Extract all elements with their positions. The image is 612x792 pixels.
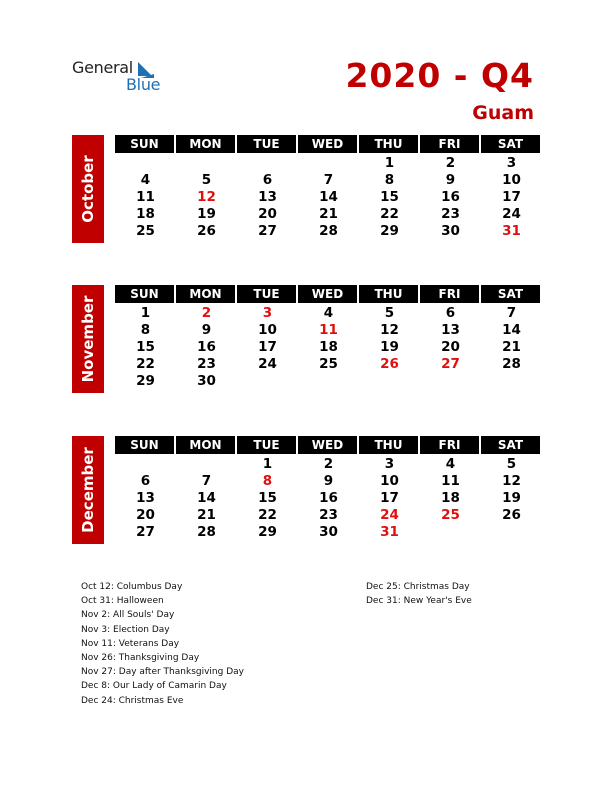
weekday-label: TUE xyxy=(237,436,296,454)
holiday-date-cell: 27 xyxy=(441,356,460,372)
date-cell xyxy=(481,524,542,541)
holiday-entry: Nov 2: All Souls' Day xyxy=(81,610,175,621)
holiday-date-cell: 31 xyxy=(380,524,399,540)
month-name-band xyxy=(72,135,104,243)
week-row xyxy=(115,507,542,524)
date-cell: 2 xyxy=(445,155,456,171)
date-cell xyxy=(176,456,237,473)
date-cell: 28 xyxy=(319,223,338,239)
weekday-label: FRI xyxy=(420,135,479,153)
holiday-date-cell: 25 xyxy=(441,507,460,523)
date-cell: 7 xyxy=(323,172,334,188)
date-cell: 30 xyxy=(197,373,216,389)
date-cell xyxy=(237,373,298,390)
date-cell: 1 xyxy=(384,155,395,171)
week-row xyxy=(115,155,542,172)
weekday-label: WED xyxy=(298,285,357,303)
date-cell: 13 xyxy=(258,189,277,205)
date-cell: 21 xyxy=(319,206,338,222)
weekday-label: FRI xyxy=(420,436,479,454)
date-cell: 30 xyxy=(319,524,338,540)
date-cell: 14 xyxy=(197,490,216,506)
page-title: 2020 - Q4 xyxy=(345,56,534,95)
weekday-label: SUN xyxy=(115,436,174,454)
date-cell: 27 xyxy=(258,223,277,239)
date-cell: 17 xyxy=(258,339,277,355)
weekday-label: SAT xyxy=(481,135,540,153)
date-cell: 13 xyxy=(136,490,155,506)
holiday-date-cell: 12 xyxy=(197,189,216,205)
date-cell: 12 xyxy=(380,322,399,338)
date-cell: 23 xyxy=(319,507,338,523)
date-cell: 1 xyxy=(140,305,151,321)
month-block-december xyxy=(72,436,540,541)
month-name-band xyxy=(72,285,104,393)
holiday-date-cell: 3 xyxy=(262,305,273,321)
weekday-label: SUN xyxy=(115,285,174,303)
weekday-label: MON xyxy=(176,135,235,153)
weekday-label: MON xyxy=(176,436,235,454)
month-block-october xyxy=(72,135,540,240)
holiday-date-cell: 11 xyxy=(319,322,338,338)
weekday-header xyxy=(115,436,542,454)
holiday-entry: Nov 27: Day after Thanksgiving Day xyxy=(81,667,244,678)
month-name: October xyxy=(79,155,97,223)
date-cell: 18 xyxy=(136,206,155,222)
date-cell: 22 xyxy=(380,206,399,222)
holiday-list-right xyxy=(366,580,472,608)
week-row xyxy=(115,206,542,223)
date-cell: 16 xyxy=(441,189,460,205)
holiday-entry: Nov 3: Election Day xyxy=(81,624,170,635)
weekday-label: TUE xyxy=(237,135,296,153)
date-cell: 15 xyxy=(258,490,277,506)
date-cell: 5 xyxy=(384,305,395,321)
date-cell: 22 xyxy=(136,356,155,372)
date-cell: 29 xyxy=(380,223,399,239)
date-cell xyxy=(115,155,176,172)
weekday-label: MON xyxy=(176,285,235,303)
holiday-date-cell: 24 xyxy=(380,507,399,523)
week-row xyxy=(115,223,542,240)
holiday-entry: Oct 31: Halloween xyxy=(81,596,164,607)
date-cell xyxy=(176,155,237,172)
date-cell: 23 xyxy=(441,206,460,222)
month-name: December xyxy=(79,447,97,533)
logo-text-general: General xyxy=(72,58,133,77)
date-cell: 10 xyxy=(380,473,399,489)
date-cell: 9 xyxy=(323,473,334,489)
region-label: Guam xyxy=(472,102,534,124)
week-row xyxy=(115,339,542,356)
date-cell: 28 xyxy=(197,524,216,540)
date-cell: 5 xyxy=(201,172,212,188)
date-cell xyxy=(359,373,420,390)
weekday-label: WED xyxy=(298,436,357,454)
holiday-entry: Oct 12: Columbus Day xyxy=(81,582,183,592)
holiday-list-left xyxy=(81,580,244,708)
week-row xyxy=(115,524,542,541)
holiday-entry: Nov 26: Thanksgiving Day xyxy=(81,653,200,664)
holiday-entry: Nov 11: Veterans Day xyxy=(81,638,180,649)
date-cell xyxy=(420,373,481,390)
weekday-label: SAT xyxy=(481,285,540,303)
date-cell xyxy=(481,373,542,390)
date-cell: 1 xyxy=(262,456,273,472)
holiday-entry: Dec 8: Our Lady of Camarin Day xyxy=(81,681,227,692)
date-cell: 15 xyxy=(380,189,399,205)
calendar-grid xyxy=(115,285,542,390)
date-cell: 16 xyxy=(319,490,338,506)
month-name-band xyxy=(72,436,104,544)
date-cell xyxy=(115,456,176,473)
date-cell: 7 xyxy=(506,305,517,321)
date-cell: 20 xyxy=(258,206,277,222)
weekday-label: SAT xyxy=(481,436,540,454)
week-row xyxy=(115,189,542,206)
holiday-date-cell: 2 xyxy=(201,305,212,321)
date-cell: 6 xyxy=(140,473,151,489)
date-cell: 16 xyxy=(197,339,216,355)
month-name: November xyxy=(79,295,97,383)
date-cell: 12 xyxy=(502,473,521,489)
date-cell: 2 xyxy=(323,456,334,472)
date-cell: 10 xyxy=(258,322,277,338)
weekday-label: SUN xyxy=(115,135,174,153)
date-cell: 21 xyxy=(502,339,521,355)
date-cell: 20 xyxy=(136,507,155,523)
date-cell: 14 xyxy=(319,189,338,205)
week-row xyxy=(115,172,542,189)
date-cell: 24 xyxy=(258,356,277,372)
date-cell: 7 xyxy=(201,473,212,489)
calendar-grid xyxy=(115,135,542,240)
date-cell: 25 xyxy=(136,223,155,239)
holiday-date-cell: 26 xyxy=(380,356,399,372)
date-cell: 17 xyxy=(380,490,399,506)
week-row xyxy=(115,356,542,373)
date-cell: 4 xyxy=(323,305,334,321)
holiday-date-cell: 8 xyxy=(262,473,273,489)
date-cell: 15 xyxy=(136,339,155,355)
date-cell: 23 xyxy=(197,356,216,372)
date-cell: 29 xyxy=(258,524,277,540)
weekday-label: THU xyxy=(359,285,418,303)
weekday-label: TUE xyxy=(237,285,296,303)
date-cell: 17 xyxy=(502,189,521,205)
date-cell: 18 xyxy=(441,490,460,506)
date-cell: 3 xyxy=(384,456,395,472)
date-cell: 19 xyxy=(380,339,399,355)
date-cell: 21 xyxy=(197,507,216,523)
date-cell: 14 xyxy=(502,322,521,338)
date-cell: 20 xyxy=(441,339,460,355)
date-cell xyxy=(298,155,359,172)
date-cell: 25 xyxy=(319,356,338,372)
date-cell: 10 xyxy=(502,172,521,188)
date-cell: 8 xyxy=(140,322,151,338)
brand-logo xyxy=(72,58,172,96)
date-cell: 13 xyxy=(441,322,460,338)
date-cell: 30 xyxy=(441,223,460,239)
weekday-header xyxy=(115,285,542,303)
date-cell: 9 xyxy=(201,322,212,338)
date-cell: 6 xyxy=(262,172,273,188)
holiday-entry: Dec 31: New Year's Eve xyxy=(366,596,472,607)
date-cell: 22 xyxy=(258,507,277,523)
date-cell: 29 xyxy=(136,373,155,389)
date-cell: 28 xyxy=(502,356,521,372)
weekday-header xyxy=(115,135,542,153)
holiday-entry: Dec 24: Christmas Eve xyxy=(81,695,184,706)
date-cell xyxy=(298,373,359,390)
date-cell: 4 xyxy=(140,172,151,188)
month-block-november xyxy=(72,285,540,390)
week-row xyxy=(115,305,542,322)
date-cell: 24 xyxy=(502,206,521,222)
date-cell: 8 xyxy=(384,172,395,188)
date-cell xyxy=(237,155,298,172)
date-cell: 6 xyxy=(445,305,456,321)
date-cell: 3 xyxy=(506,155,517,171)
date-cell: 4 xyxy=(445,456,456,472)
week-row xyxy=(115,456,542,473)
weekday-label: FRI xyxy=(420,285,479,303)
date-cell xyxy=(420,524,481,541)
date-cell: 19 xyxy=(502,490,521,506)
weekday-label: WED xyxy=(298,135,357,153)
week-row xyxy=(115,490,542,507)
weekday-label: THU xyxy=(359,135,418,153)
date-cell: 5 xyxy=(506,456,517,472)
date-cell: 19 xyxy=(197,206,216,222)
date-cell: 11 xyxy=(136,189,155,205)
weekday-label: THU xyxy=(359,436,418,454)
date-cell: 27 xyxy=(136,524,155,540)
date-cell: 26 xyxy=(502,507,521,523)
week-row xyxy=(115,473,542,490)
date-cell: 18 xyxy=(319,339,338,355)
week-row xyxy=(115,373,542,390)
logo-text-blue: Blue xyxy=(126,75,161,94)
holiday-entry: Dec 25: Christmas Day xyxy=(366,582,470,592)
date-cell: 9 xyxy=(445,172,456,188)
calendar-grid xyxy=(115,436,542,541)
week-row xyxy=(115,322,542,339)
holiday-date-cell: 31 xyxy=(502,223,521,239)
date-cell: 26 xyxy=(197,223,216,239)
date-cell: 11 xyxy=(441,473,460,489)
